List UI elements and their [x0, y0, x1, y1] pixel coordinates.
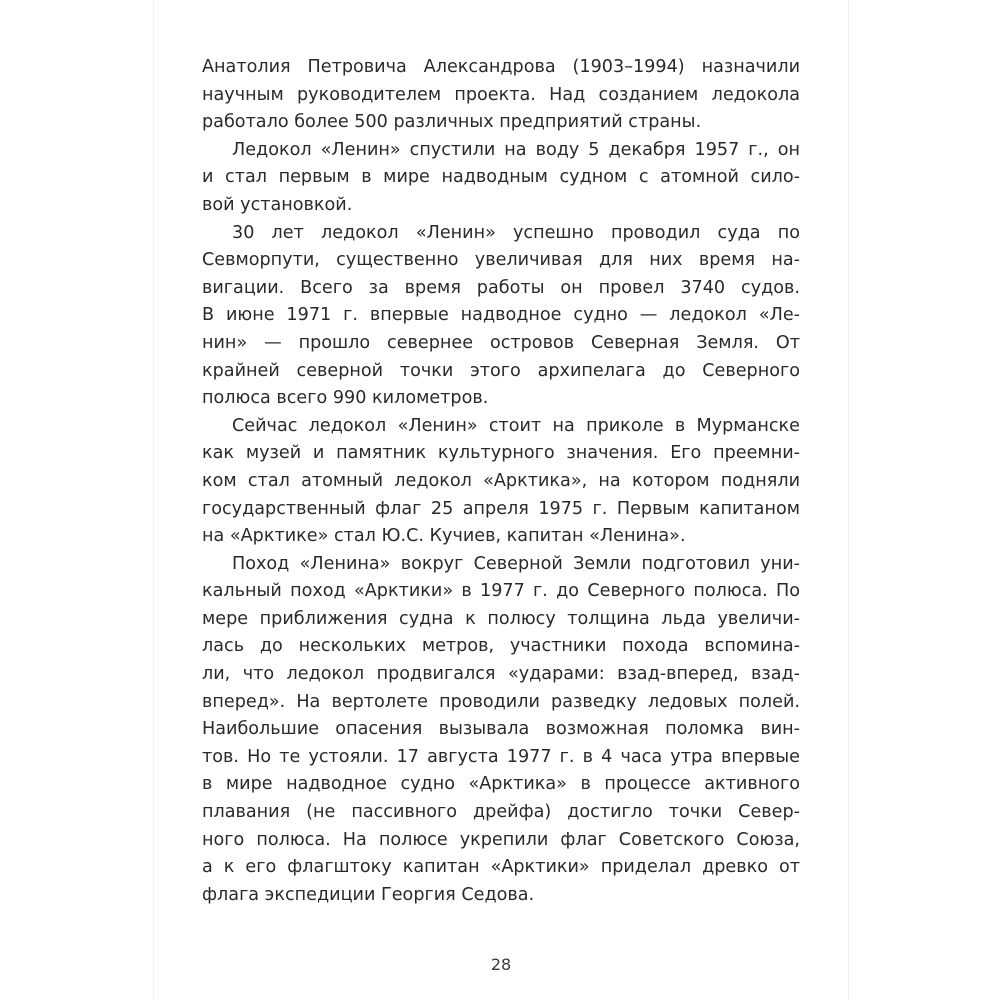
page-number: 28	[490, 955, 512, 974]
paragraph-1	[202, 54, 800, 137]
text-line: научным руководителем проекта. Над созданием ледокола	[202, 84, 800, 105]
text-line: и стал первым в мире надводным судном с атомной сило-	[202, 167, 800, 188]
text-line: Анатолия Петровича Александрова (1903–1994) назначили	[202, 57, 800, 77]
paragraph-5	[202, 551, 800, 910]
text-line: флага экспедиции Георгия Седова.	[202, 884, 535, 905]
text-line: на «Арктике» стал Ю.С. Кучиев, капитан «Ленина».	[202, 526, 686, 547]
paragraph-3	[202, 220, 800, 413]
text-line: Наибольшие опасения вызывала возможная поломка вин-	[202, 719, 800, 740]
text-line: государственный флаг 25 апреля 1975 г. Первым капитаном	[202, 498, 800, 519]
text-line: плавания (не пассивного дрейфа) достигло точки Север-	[202, 802, 800, 823]
text-line: крайней северной точки этого архипелага до Северного	[202, 360, 800, 381]
text-line: полюса всего 990 километров.	[202, 388, 489, 409]
text-line: работало более 500 различных предприятий страны.	[202, 112, 702, 133]
text-line: 30 лет ледокол «Ленин» успешно проводил суда по	[232, 222, 800, 243]
text-line: ного полюса. На полюсе укрепили флаг Советского Союза,	[202, 829, 800, 850]
body-text	[202, 54, 800, 909]
text-line: лась до нескольких метров, участники похода вспомина-	[202, 636, 800, 657]
text-line: тов. Но те устояли. 17 августа 1977 г. в 4 часа утра впервые	[202, 746, 800, 767]
text-line: ком стал атомный ледокол «Арктика», на котором подняли	[202, 470, 800, 491]
text-line: мере приближения судна к полюсу толщина льда увеличи-	[202, 608, 800, 629]
text-line: вой установкой.	[202, 194, 353, 215]
text-line: Сейчас ледокол «Ленин» стоит на приколе в Мурманске	[232, 415, 800, 436]
paragraph-4	[202, 413, 800, 551]
book-page	[154, 0, 848, 1000]
text-line: нин» — прошло севернее островов Северная Земля. От	[202, 332, 800, 353]
text-line: как музей и памятник культурного значения. Его преемни-	[202, 443, 800, 464]
text-line: В июне 1971 г. впервые надводное судно — ледокол «Ле-	[202, 305, 800, 326]
text-line: Севморпути, существенно увеличивая для них время на-	[202, 250, 800, 271]
text-line: а к его флагштоку капитан «Арктики» приделал древко от	[202, 857, 800, 878]
paragraph-2	[202, 137, 800, 220]
text-line: в мире надводное судно «Арктика» в процессе активного	[202, 774, 800, 795]
text-line: кальный поход «Арктики» в 1977 г. до Северного полюса. По	[202, 581, 800, 602]
text-line: Поход «Ленина» вокруг Северной Земли подготовил уни-	[232, 553, 800, 574]
text-line: ли, что ледокол продвигался «ударами: взад-вперед, взад-	[202, 664, 800, 685]
text-line: Ледокол «Ленин» спустили на воду 5 декабря 1957 г., он	[232, 139, 800, 160]
text-line: вперед». На вертолете проводили разведку ледовых полей.	[202, 691, 800, 712]
text-line: вигации. Всего за время работы он провел 3740 судов.	[202, 277, 800, 298]
